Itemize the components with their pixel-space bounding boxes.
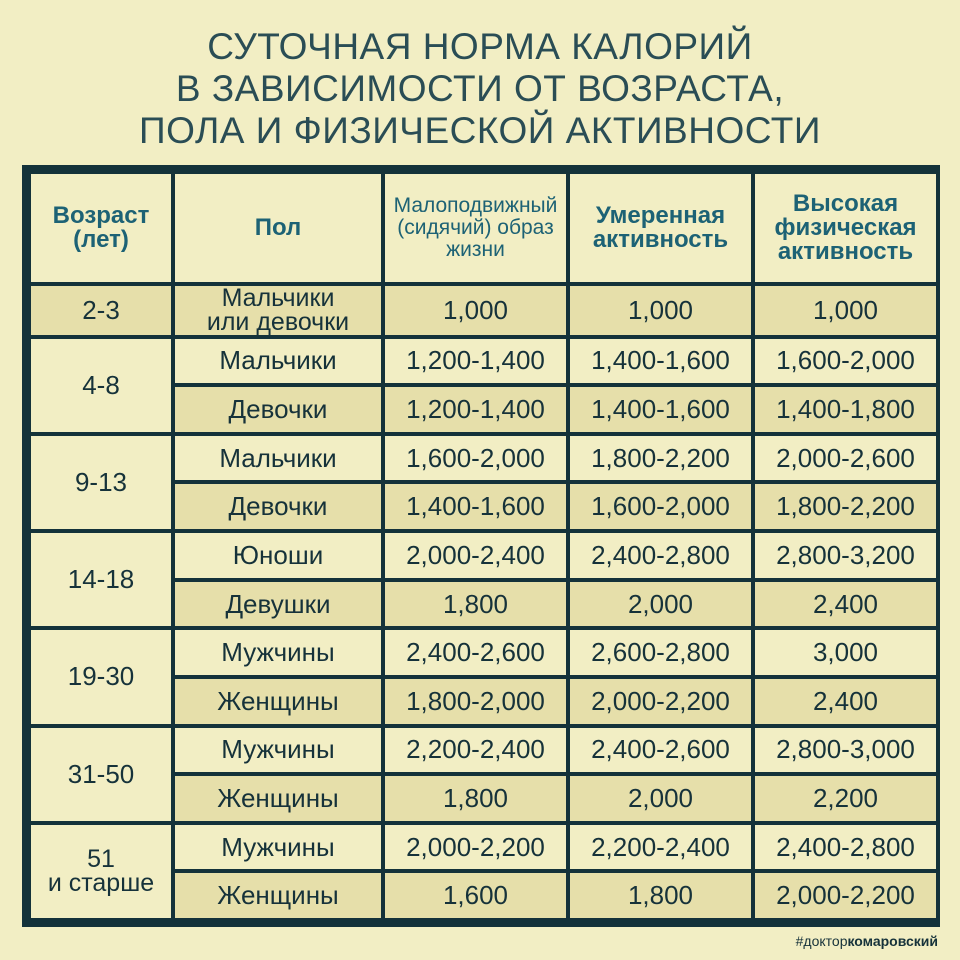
table-row [31, 630, 936, 675]
age-cell [31, 630, 171, 723]
moderate-cell: 2,200-2,400 [570, 825, 751, 870]
page-title [0, 26, 960, 152]
moderate-cell: 2,400-2,600 [570, 728, 751, 773]
high-cell: 2,800-3,000 [755, 728, 936, 773]
sedentary-cell: 1,800 [385, 776, 566, 821]
moderate-cell: 2,600-2,800 [570, 630, 751, 675]
sedentary-cell: 1,600 [385, 873, 566, 918]
header-moderate-line-1: Умеренная [595, 202, 726, 229]
table-row [31, 436, 936, 481]
hashtag-footer [796, 933, 938, 949]
sex-cell [175, 582, 381, 627]
age-line-1: 31-50 [67, 758, 135, 789]
high-cell: 2,400 [755, 582, 936, 627]
calorie-table [27, 170, 940, 922]
sex-cell [175, 339, 381, 384]
sedentary-cell: 1,800-2,000 [385, 679, 566, 724]
high-cell: 3,000 [755, 630, 936, 675]
high-cell: 1,600-2,000 [755, 339, 936, 384]
sex-cell [175, 286, 381, 335]
sedentary-cell: 2,400-2,600 [385, 630, 566, 675]
hashtag-bold: комаровский [847, 933, 938, 949]
moderate-cell: 2,000-2,200 [570, 679, 751, 724]
hashtag-prefix: #доктор [795, 933, 848, 949]
sex-cell [175, 484, 381, 529]
age-line-1: 14-18 [67, 564, 135, 595]
header-sedentary [385, 174, 566, 282]
sex-line-1: Девочки [228, 394, 328, 425]
moderate-cell: 1,400-1,600 [570, 387, 751, 432]
header-high-line-2: физическая [774, 214, 917, 241]
high-cell: 2,000-2,600 [755, 436, 936, 481]
sex-cell [175, 776, 381, 821]
sex-cell [175, 728, 381, 773]
header-high-line-1: Высокая [792, 190, 899, 217]
high-cell: 2,800-3,200 [755, 533, 936, 578]
age-cell [31, 339, 171, 432]
high-cell: 2,200 [755, 776, 936, 821]
table-row [31, 728, 936, 773]
sedentary-cell: 1,200-1,400 [385, 339, 566, 384]
sex-line-1: Мужчины [221, 831, 335, 862]
header-moderate [570, 174, 751, 282]
moderate-cell: 1,400-1,600 [570, 339, 751, 384]
sedentary-cell: 1,600-2,000 [385, 436, 566, 481]
sex-line-2: или девочки [206, 308, 350, 337]
header-sedentary-line-3: жизни [446, 238, 505, 261]
age-line-1: 51 [87, 845, 115, 874]
age-cell [31, 533, 171, 626]
sex-line-1: Женщины [217, 685, 339, 716]
sex-cell [175, 630, 381, 675]
calorie-table-frame [22, 165, 940, 927]
sedentary-cell: 1,400-1,600 [385, 484, 566, 529]
age-line-1: 2-3 [82, 294, 120, 325]
header-sex: Пол [175, 174, 381, 282]
age-line-1: 19-30 [67, 661, 135, 692]
age-cell [31, 825, 171, 918]
header-sedentary-line-2: (сидячий) образ [397, 216, 554, 239]
sex-line-1: Мальчики [221, 284, 335, 313]
moderate-cell: 1,600-2,000 [570, 484, 751, 529]
sex-line-1: Мальчики [219, 345, 337, 376]
sedentary-cell: 2,000-2,200 [385, 825, 566, 870]
header-age [31, 174, 171, 282]
table-body [31, 286, 936, 918]
title-line-2: В ЗАВИСИМОСТИ ОТ ВОЗРАСТА, [175, 68, 785, 109]
moderate-cell: 2,000 [570, 776, 751, 821]
sex-line-1: Женщины [217, 782, 339, 813]
sex-line-1: Женщины [217, 880, 339, 911]
age-line-1: 9-13 [74, 466, 128, 497]
moderate-cell: 1,800-2,200 [570, 436, 751, 481]
moderate-cell: 2,400-2,800 [570, 533, 751, 578]
sex-line-1: Девушки [225, 588, 331, 619]
high-cell: 1,400-1,800 [755, 387, 936, 432]
header-high-line-3: активность [777, 238, 914, 265]
age-cell [31, 728, 171, 821]
header-age-line-1: Возраст [52, 202, 150, 229]
table-row [31, 286, 936, 335]
sex-cell [175, 387, 381, 432]
high-cell: 2,400 [755, 679, 936, 724]
header-sedentary-line-1: Малоподвижный [393, 194, 558, 217]
sex-cell [175, 533, 381, 578]
sex-line-1: Девочки [228, 491, 328, 522]
sex-cell [175, 825, 381, 870]
age-cell [31, 436, 171, 529]
sex-line-1: Мужчины [221, 637, 335, 668]
sex-cell [175, 679, 381, 724]
sedentary-cell: 1,200-1,400 [385, 387, 566, 432]
age-line-1: 4-8 [82, 369, 120, 400]
header-moderate-line-2: активность [592, 226, 729, 253]
sedentary-cell: 2,000-2,400 [385, 533, 566, 578]
sex-cell [175, 436, 381, 481]
moderate-cell: 1,000 [570, 286, 751, 335]
table-row [31, 825, 936, 870]
high-cell: 2,000-2,200 [755, 873, 936, 918]
age-cell [31, 286, 171, 335]
moderate-cell: 1,800 [570, 873, 751, 918]
sedentary-cell: 1,000 [385, 286, 566, 335]
sedentary-cell: 2,200-2,400 [385, 728, 566, 773]
title-line-3: ПОЛА И ФИЗИЧЕСКОЙ АКТИВНОСТИ [139, 110, 821, 151]
table-row [31, 533, 936, 578]
sex-line-1: Юноши [232, 539, 324, 570]
sedentary-cell: 1,800 [385, 582, 566, 627]
high-cell: 2,400-2,800 [755, 825, 936, 870]
table-row [31, 339, 936, 384]
age-line-2: и старше [47, 869, 155, 898]
high-cell: 1,000 [755, 286, 936, 335]
header-age-line-2: (лет) [73, 226, 129, 253]
high-cell: 1,800-2,200 [755, 484, 936, 529]
title-line-1: СУТОЧНАЯ НОРМА КАЛОРИЙ [207, 26, 753, 67]
sex-line-1: Мальчики [219, 442, 337, 473]
header-row [31, 174, 936, 282]
header-high [755, 174, 936, 282]
sex-cell [175, 873, 381, 918]
moderate-cell: 2,000 [570, 582, 751, 627]
sex-line-1: Мужчины [221, 734, 335, 765]
